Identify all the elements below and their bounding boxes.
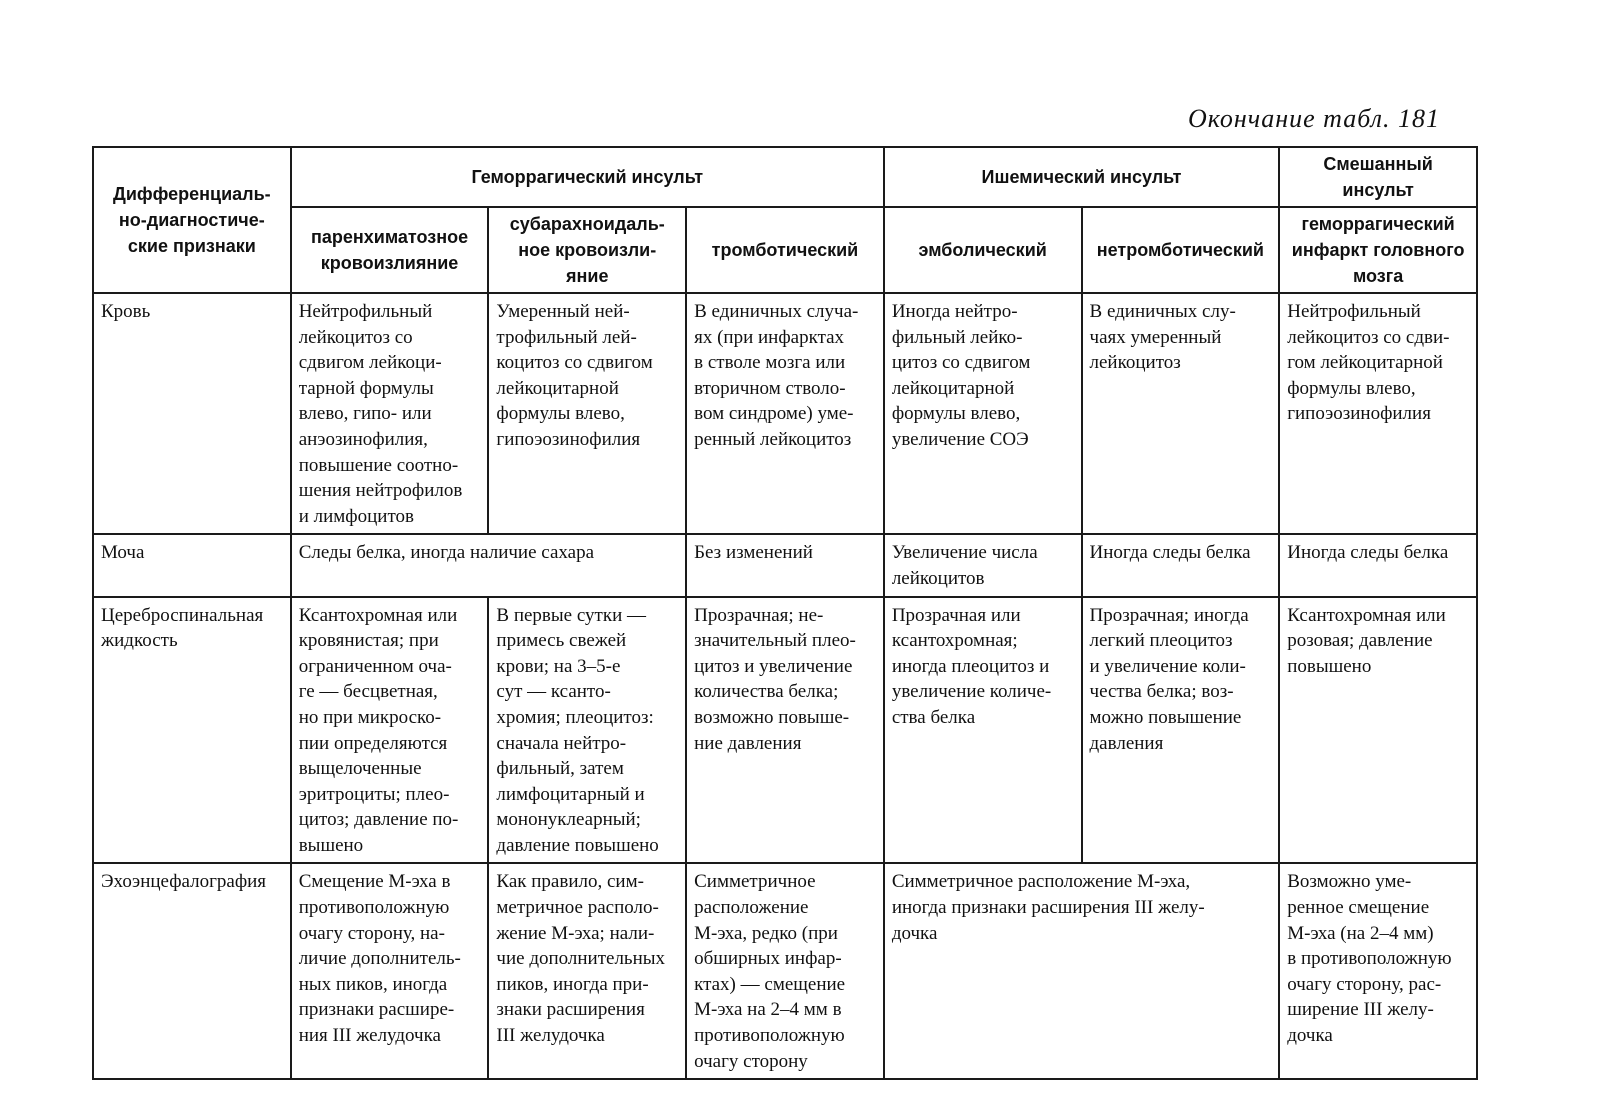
table-row — [93, 597, 1477, 864]
table-cell: Как правило, сим- метричное располо- жение М-эха; нали- чие дополнительных пиков, иногда при- знаки расширения III желудочка — [488, 863, 686, 1079]
table-cell: Без изменений — [686, 534, 884, 596]
table-cell: Возможно уме- ренное смещение М-эха (на 2–4 мм) в противоположную очагу сторону, рас- ширение III желу- дочка — [1279, 863, 1477, 1079]
header-hemorrhagic-stroke: Геморрагический инсульт — [291, 147, 884, 207]
header-mixed-stroke: Смешанный инсульт — [1279, 147, 1477, 207]
table-cell: Нейтрофильный лейкоцитоз со сдви- гом лейкоцитарной формулы влево, гипоэозинофилия — [1279, 293, 1477, 534]
table-cell: Ксантохромная или кровянистая; при ограниченном оча- ге — бесцветная, но при микроско- пии определяются выщелоченные эритроциты; плео- цитоз; давление по- вышено — [291, 597, 489, 864]
header-row-groups — [93, 147, 1477, 207]
row-label: Моча — [93, 534, 291, 596]
table-cell: Иногда нейтро- фильный лейко- цитоз со сдвигом лейкоцитарной формулы влево, увеличение СОЭ — [884, 293, 1082, 534]
table-cell: Иногда следы белка — [1082, 534, 1280, 596]
table-row — [93, 534, 1477, 596]
header-thrombotic: тромботический — [686, 207, 884, 293]
row-label: Цереброспинальная жидкость — [93, 597, 291, 864]
table-cell: Иногда следы белка — [1279, 534, 1477, 596]
table-cell: Смещение М-эха в противоположную очагу сторону, на- личие дополнитель- ных пиков, иногда признаки расшире- ния III желудочка — [291, 863, 489, 1079]
header-row-subtypes — [93, 207, 1477, 293]
table-row — [93, 863, 1477, 1079]
header-hemorrhagic-infarction: геморрагический инфаркт головного мозга — [1279, 207, 1477, 293]
table-caption: Окончание табл. 181 — [1187, 104, 1440, 133]
table-cell: Следы белка, иногда наличие сахара — [291, 534, 686, 596]
header-ischemic-stroke: Ишемический инсульт — [884, 147, 1279, 207]
table-cell: Ксантохромная или розовая; давление повышено — [1279, 597, 1477, 864]
row-label: Кровь — [93, 293, 291, 534]
header-criteria: Дифференциаль- но-диагностиче- ские признаки — [93, 147, 291, 293]
table-cell: Увеличение числа лейкоцитов — [884, 534, 1082, 596]
table-cell: Умеренный ней- трофильный лей- коцитоз со сдвигом лейкоцитарной формулы влево, гипоэозинофилия — [488, 293, 686, 534]
differential-diagnosis-table — [92, 146, 1478, 1080]
header-nonthrombotic: нетромботический — [1082, 207, 1280, 293]
table-cell: Прозрачная; иногда легкий плеоцитоз и увеличение коли- чества белка; воз- можно повышение давления — [1082, 597, 1280, 864]
header-embolic: эмболический — [884, 207, 1082, 293]
row-label: Эхоэнцефалография — [93, 863, 291, 1079]
header-subarachnoid: субарахноидаль- ное кровоизли- яние — [488, 207, 686, 293]
table-row — [93, 293, 1477, 534]
table-cell: Нейтрофильный лейкоцитоз со сдвигом лейкоци- тарной формулы влево, гипо- или анэозинофилия, повышение соотно- шения нейтрофилов и лимфоцитов — [291, 293, 489, 534]
table-cell: В единичных случа- ях (при инфарктах в стволе мозга или вторичном стволо- вом синдроме) уме- ренный лейкоцитоз — [686, 293, 884, 534]
table-cell: Симметричное расположение М-эха, иногда признаки расширения III желу- дочка — [884, 863, 1279, 1079]
table-cell: В единичных слу- чаях умеренный лейкоцитоз — [1082, 293, 1280, 534]
table-cell: Прозрачная или ксантохромная; иногда плеоцитоз и увеличение количе- ства белка — [884, 597, 1082, 864]
table-cell: В первые сутки — примесь свежей крови; на 3–5-е сут — ксанто- хромия; плеоцитоз: сначала нейтро- фильный, затем лимфоцитарный и мононуклеарный; давление повышено — [488, 597, 686, 864]
header-parenchymal: паренхиматозное кровоизлияние — [291, 207, 489, 293]
table-cell: Прозрачная; не- значительный плео- цитоз и увеличение количества белка; возможно повыше- ние давления — [686, 597, 884, 864]
table-cell: Симметричное расположение М-эха, редко (при обширных инфар- ктах) — смещение М-эха на 2–4 мм в противоположную очагу сторону — [686, 863, 884, 1079]
